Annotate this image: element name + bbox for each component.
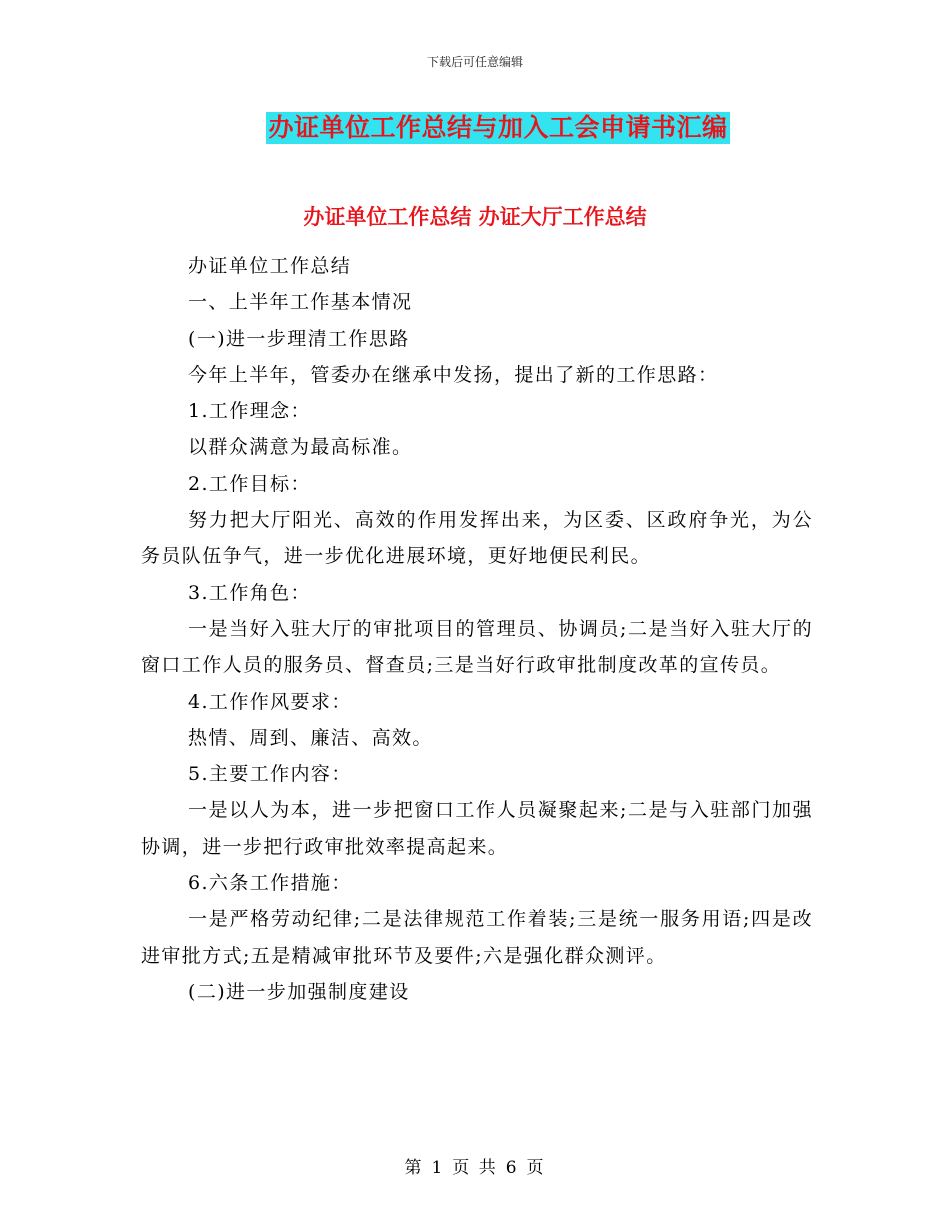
paragraph: 一、上半年工作基本情况 xyxy=(188,291,413,314)
header-note: 下载后可任意编辑 xyxy=(426,55,523,69)
footer-mid: 页 共 xyxy=(452,1158,498,1178)
paragraph: 今年上半年，管委办在继承中发扬，提出了新的工作思路： xyxy=(188,363,719,386)
page-footer xyxy=(0,1153,950,1178)
paragraph: 一是严格劳动纪律;二是法律规范工作着装;三是统一服务用语;四是改进审批方式;五是精减审批环节及要件;六是强化群众测评。 xyxy=(141,908,813,967)
footer-suffix: 页 xyxy=(526,1158,546,1178)
paragraph: 热情、周到、廉洁、高效。 xyxy=(188,726,433,749)
paragraph: 办证单位工作总结 xyxy=(188,255,352,277)
paragraph: 一是当好入驻大厅的审批项目的管理员、协调员;二是当好入驻大厅的窗口工作人员的服务员、督查员;三是当好行政审批制度改革的宣传员。 xyxy=(141,617,813,677)
page-total: 6 xyxy=(505,1158,519,1178)
paragraph: 5.主要工作内容： xyxy=(188,763,352,786)
paragraph: 努力把大厅阳光、高效的作用发挥出来，为区委、区政府争光，为公务员队伍争气，进一步优化进展环境，更好地便民利民。 xyxy=(141,509,813,568)
paragraph: (一)进一步理清工作思路 xyxy=(188,327,410,350)
paragraph: 3.工作角色： xyxy=(188,581,311,604)
paragraph: (二)进一步加强制度建设 xyxy=(188,980,410,1003)
paragraph: 4.工作作风要求： xyxy=(188,690,352,713)
document-title xyxy=(0,112,950,144)
section-title: 办证单位工作总结 办证大厅工作总结 xyxy=(303,205,647,229)
body-text xyxy=(141,248,813,1010)
paragraph: 6.六条工作措施： xyxy=(188,872,352,895)
paragraph: 2.工作目标： xyxy=(188,472,311,495)
paragraph: 以群众满意为最高标准。 xyxy=(188,436,413,459)
page-number: 1 xyxy=(431,1158,445,1178)
footer-prefix: 第 xyxy=(404,1158,424,1178)
document-title-text: 办证单位工作总结与加入工会申请书汇编 xyxy=(268,113,728,142)
paragraph: 1.工作理念： xyxy=(188,400,311,423)
paragraph: 一是以人为本，进一步把窗口工作人员凝聚起来;二是与入驻部门加强协调，进一步把行政审批效率提高起来。 xyxy=(141,799,813,858)
